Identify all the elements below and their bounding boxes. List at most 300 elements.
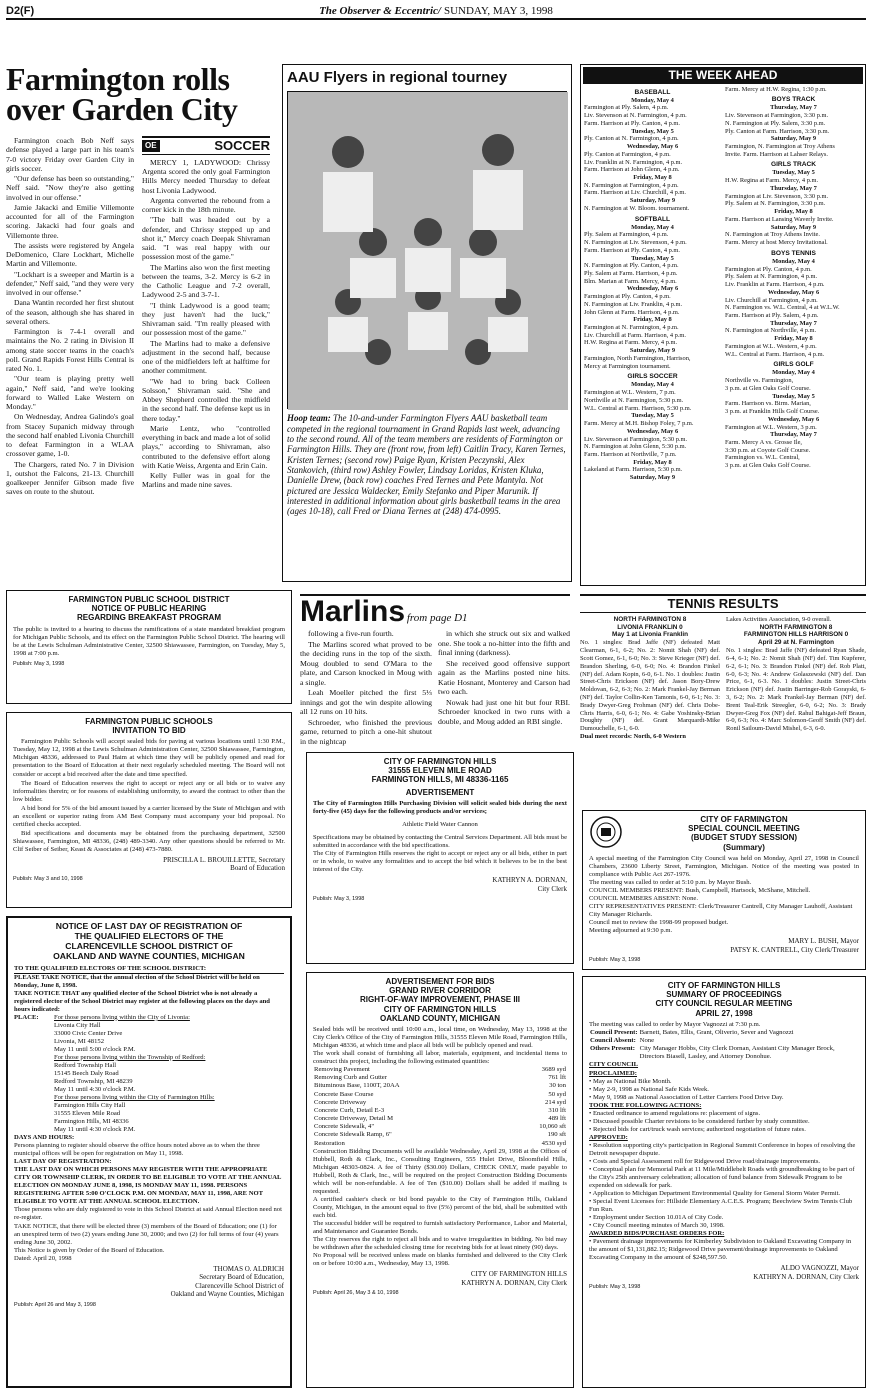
schedule-sport: SOFTBALL [634, 215, 671, 223]
item-quantity: 3689 syd [541, 1066, 566, 1074]
story-paragraph: On Wednesday, Andrea Galindo's goal from Stacey Supanich midway through the second half enabled Livonia Churchill to defeat Farmington in a WLAA crossover game, 1-0. [6, 412, 134, 459]
schedule-day: Saturday, May 9 [770, 223, 817, 231]
page-number: D2(F) [6, 5, 35, 17]
signature-line: THOMAS O. ALDRICH [213, 1264, 284, 1273]
roll-label: Others Present: [590, 1045, 636, 1053]
team-photo [287, 91, 567, 409]
roll-row [589, 1045, 859, 1061]
place-line: Livonia City Hall [54, 1021, 101, 1029]
schedule-day: Monday, May 4 [772, 257, 815, 265]
tennis-col-2 [726, 616, 866, 741]
schedule-line: N. Farmington at Northville, 4 p.m. [725, 327, 817, 335]
schedule-line: 3:30 p.m. at Coyote Golf Course. [725, 446, 811, 454]
quantity-row [313, 1140, 567, 1148]
tennis-match-head: LIVONIA FRANKLIN 0 [617, 623, 683, 631]
publish-date: Publish: May 3, 1998 [589, 1284, 641, 1291]
schedule-line: Farm. Harrison at Lansing Waverly Invite. [725, 215, 834, 223]
tennis-match-head: April 29 at N. Farmington [758, 639, 834, 647]
notice-title-line: (BUDGET STUDY SESSION) [690, 833, 798, 843]
roll-label: Council Present: [590, 1028, 638, 1036]
notice-title-line: CITY COUNCIL REGULAR MEETING [655, 999, 793, 1009]
schedule-line: N. Farmington at Farmington, 4 p.m. [584, 181, 679, 189]
main-story [6, 64, 270, 584]
publish-date: Publish: April 26, May 3 & 10, 1998 [313, 1290, 399, 1297]
schedule-line: Ply. Canton at Farm. Harrison, 3:30 p.m. [725, 127, 830, 135]
marlins-paragraph: She received good offensive support again as the Marlins posted nine hits. Katie Hosnant, Monterey and Carson had two each. [438, 658, 570, 696]
notice-title-line: INVITATION TO BID [112, 726, 186, 736]
schedule-sport: BASEBALL [634, 88, 671, 96]
item-name: Concrete Sidewalk Ramp, 6" [314, 1131, 392, 1139]
gr-p3: Construction Bidding Documents will be available Wednesday, April 29, 1998 at the Offices of Hubbell, Roth & Clark, Inc., Consulting Engineers, 555 Hulet Drive, Bloomfield Hills, Michigan 48303-0824. A fee of Thirty ($30.00) Dollars, CHECK ONLY, made payable to Hubbell, Roth & Clark, Inc., will be required on the project Construction Bidding Documents which will be non-refundable. A fee of Ten ($10.00) Dollars shall be added if mailing is requested. [313, 1147, 567, 1195]
place-line: 31555 Eleven Mile Road [54, 1110, 121, 1118]
roll-call [589, 1029, 859, 1062]
main-story-col-1 [6, 136, 134, 498]
schedule-line: N. Farmington vs. W.L. Central, 4 at W.L.W. [725, 304, 840, 312]
story-paragraph: Dana Wantin recorded her first shutout of the season, although she has shared in several others. [6, 298, 134, 326]
week-ahead [580, 64, 866, 586]
fc-present: COUNCIL MEMBERS PRESENT: Bush, Campbell, Hartsock, McShane, Mitchell. [589, 886, 811, 894]
schedule-line: N. Farmington at Ply. Canton, 4 p.m. [584, 262, 679, 270]
schedule-line: Farmington at W.L. Western, 3 p.m. [725, 423, 817, 431]
schedule-day: Wednesday, May 6 [767, 288, 820, 296]
schedule-line: N. Farmington at Ply. Salem, 3:30 p.m. [725, 119, 826, 127]
aau-headline: AAU Flyers in regional tourney [287, 69, 508, 86]
schedule-line: Farm. Mercy at H.W. Regina, 1:30 p.m. [725, 85, 827, 93]
schedule-sport: GIRLS SOCCER [627, 373, 678, 381]
item-quantity: 10,060 sft [539, 1123, 566, 1131]
schedule-line: Farmington at W.L. Western, 4 p.m. [725, 342, 817, 350]
schedule-line: Farm. Harrison at Ply. Salem, 4 p.m. [725, 311, 819, 319]
bullet-item: • Rejected bids for cart/truck wash services; authorized negotiation of future rates. [589, 1125, 806, 1133]
schedule-line: N. Farmington at Liv. Stevenson, 4 p.m. [584, 239, 687, 247]
soccer-paragraph: "The ball was headed out by a defender, and Chrissy stepped up and shot it," Mercy coach Deepak Shivraman said. "I was real happy with our possession most of the game." [142, 215, 270, 262]
schedule-sport: GIRLS GOLF [773, 361, 814, 369]
item-quantity: 190 sft [547, 1131, 566, 1139]
place-line: 33000 Civic Center Drive [54, 1029, 123, 1037]
gr-p4: A certified cashier's check or bid bond payable to the City of Farmington Hills, Oakland County, Michigan, in the amount equal to five (5%) percent of the bid, shall be submitted with each bid. [313, 1196, 567, 1220]
roll-row [589, 1037, 859, 1045]
schedule-day: Friday, May 8 [774, 208, 813, 216]
bullet-item: • Pavement drainage improvements for Kimberley Subdivision to Oakland Excavating Company in the amount of $1,131,882.15; Ridgewood Drive pavement/drainage improvements to Oakland Excavating Company in the amount of $248,597.50. [589, 1238, 852, 1262]
schedule-line: Ply. Canton at Farmington, 4 p.m. [584, 150, 671, 158]
schedule-line: Farm. Harrison at Liv. Churchill, 4 p.m. [584, 189, 686, 197]
breakfast-notice [6, 590, 292, 704]
schedule-line: Ply. Salem at N. Farmington, 3:30 p.m. [725, 200, 826, 208]
roll-value: Barnett, Bates, Ellis, Grant, Oliverio, Sever and Vagnozzi [639, 1028, 794, 1036]
quantity-row [313, 1099, 567, 1107]
bullet-item: • Discussed possible Charter revisions to be considered further by study committee. [589, 1117, 810, 1125]
bullet-item: • May 2-9, 1998 as National Safe Kids Week. [589, 1085, 709, 1093]
story-paragraph: "Our defense has been so outstanding," Neff said. "Now they're also getting involved in our offense." [6, 174, 134, 202]
soccer-roundup [142, 136, 270, 498]
schedule-line: Farmington at W.L. Western, 7 p.m. [584, 389, 676, 397]
schedule-line: Farmington at Ply. Canton, 4 p.m. [725, 265, 812, 273]
tennis-col-1-tail: Dual meet records: North, 6-0 Western [580, 733, 686, 741]
fc-p1: A special meeting of the Farmington City Council was held on Monday, April 27, 1998 in Council Chambers, 23600 Liberty Street, Farmington, Michigan. Notice of the meeting was posted in compliance with Public Act 267-1976. [589, 854, 859, 878]
place-line: Livonia, MI 48152 [54, 1037, 104, 1045]
notice-title-line: CITY OF FARMINGTON HILLS [383, 757, 497, 766]
schedule-line: Liv. Stevenson at Farmington, 3:30 p.m. [725, 112, 829, 120]
marlins-paragraph: The Marlins scored what proved to be the deciding runs in the top of the sixth. Moug doubled to send O'Mara to the plate, and Carson knocked in Moug with a single. [300, 639, 432, 687]
schedule-day: Friday, May 8 [633, 458, 672, 466]
tennis-col-2-text: No. 1 singles: Brad Jaffe (NF) defeated Ryan Shade, 6-4, 6-1; No. 2: Nomit Shah (NF) def. Tim Kupferer, 6-2, 6-1; No. 3: Brandon Finkel (NF) def. Rob Platt, 6-0, 6-3; No. 4: Andrew Golaszewski (NF) def. Dan Price, 6-1, 6-3. No. 1 doubles: Justin Street-Chris Erickson (NF) def. Justin Barringer-Rob Gorayski, 6-3, 6-2; No. 2: Mark Frankel-Jay Berman (NF) def. Brent Teal-Erik Streegler, 6-0, 6-2; No. 3: Brady Dwyer-Greg Fox (NF) def. Rahul Bahigat-Jeff Braun, 6-0, 6-3; No. 4: Marc Solomon-Geoff Smith (NF) def. Ronil Sailoum-David Mishel, 6-3, 6-0. [726, 647, 866, 733]
roll-label: Council Absent: [590, 1036, 636, 1044]
schedule-sport: BOYS TRACK [771, 96, 816, 104]
schedule-day: Wednesday, May 6 [626, 285, 679, 293]
schedule-day: Saturday, May 9 [629, 197, 676, 205]
schedule-line: Farm. Harrison at Northville, 7 p.m. [584, 450, 677, 458]
last-day-label: LAST DAY OF REGISTRATION: [14, 1158, 112, 1166]
week-ahead-title: THE WEEK AHEAD [583, 67, 863, 84]
schedule-day: Tuesday, May 5 [631, 254, 674, 262]
bullet-item: • Employment under Section 10.01A of City Code. [589, 1214, 724, 1222]
item-name: Removing Curb and Gutter [314, 1074, 387, 1082]
fc-reps: CITY REPRESENTATIVES PRESENT: Clerk/Treasurer Cantrell, City Manager Lauhoff, Assistant City Manager Richards. [589, 902, 853, 918]
schedule-line: Liv. Stevenson at N. Farmington, 4 p.m. [584, 112, 687, 120]
jump-line: from page D1 [406, 612, 468, 624]
fhp-item: Athletic Field Water Cannon [402, 820, 478, 828]
tennis-title: TENNIS RESULTS [580, 594, 866, 613]
notice-title-line: SUMMARY OF PROCEEDINGS [666, 990, 782, 1000]
schedule-line: Farmington, North Farmington, Harrison, [584, 354, 691, 362]
days-hours: Persons planning to register should observe the office hours noted above as to when the three municipal offices will be open for registration on May 11, 1998. [14, 1142, 260, 1158]
tennis-col-1-text: No. 1 singles: Brad Jaffe (NF) defeated Matt Clearman, 6-1, 6-2; No. 2: Nomit Shah (NF) def. Scott Gomez, 6-1, 6-0; No. 3: Steve Krieger (NF) def. Brandon Sherling, 6-0, 6-0; No. 4: Brandon Finkel (NF) def. Adam Kopin, 6-0, 6-1. No. 1 doubles: Justin Street-Chris Erickson (NF) def. Jason Bory-Drew Moldovan, 6-2, 6-3; No. 2: Mark Frankel-Jay Berman (NF) def. Taylor Collin-Ken Tamonis, 6-0, 6-1; No. 3: Brady Dwyer-Greg Frohman (NF) def. Chris Dobe-Chris Harris, 6-0, 6-1; No. 4: Gabe Yoshinsky-Brian Doughty (NF) def. Grant Marquardt-Mike Dumouchelle, 6-1, 6-0. [580, 639, 720, 733]
publish-date: Publish: May 3, 1998 [313, 896, 365, 903]
schedule-day: Monday, May 4 [631, 96, 674, 104]
schedule-line: Farmington at Ply. Canton, 4 p.m. [584, 293, 671, 301]
schedule-line: H.W. Regina at Farm. Mercy, 4 p.m. [584, 339, 678, 347]
schedule-line: Farm. Mercy A vs. Grosse Ile, [725, 439, 803, 446]
place-label: PLACE: [14, 1013, 39, 1021]
tennis-match-head: NORTH FARMINGTON 8 [759, 623, 833, 631]
schedule-day: Thursday, May 7 [770, 431, 817, 439]
notice-title-line: 31555 ELEVEN MILE ROAD [388, 766, 492, 776]
roll-row [589, 1029, 859, 1037]
notice-title-line: REGARDING BREAKFAST PROGRAM [76, 613, 221, 623]
schedule-line: Liv. Franklin at Farm. Harrison, 4 p.m. [725, 281, 825, 289]
soccer-paragraph: The Marlins had to make a defensive adjustment in the second half, because one of the midfielders left at halftime for another commitment. [142, 338, 270, 376]
quantity-row [313, 1115, 567, 1123]
signature-line: Clarenceville School District of [195, 1281, 284, 1290]
place-line: 15145 Beech Daly Road [54, 1069, 119, 1077]
schedule-line: N. Farmington at John Glenn, 5:30 p.m. [584, 443, 687, 451]
notice-title-line: FARMINGTON HILLS, MI 48336-1165 [371, 775, 509, 785]
tennis-col-2-lead: Lakes Activities Association, 9-0 overall. [726, 615, 832, 623]
signature-line: CITY OF FARMINGTON HILLS [470, 1270, 567, 1279]
schedule-day: Monday, May 4 [631, 381, 674, 389]
marlins-headline: Marlins [300, 595, 406, 628]
week-ahead-col-2 [725, 86, 862, 482]
item-name: Restoration [314, 1139, 345, 1147]
tennis-match-head: FARMINGTON HILLS HARRISON 0 [743, 631, 849, 639]
schedule-day: Thursday, May 7 [770, 319, 817, 327]
schedule-day: Monday, May 4 [631, 223, 674, 231]
quantity-row [313, 1131, 567, 1139]
schedule-line: Liv. Churchill at Farmington, 4 p.m. [725, 296, 818, 304]
item-name: Concrete Driveway, Detail M [314, 1115, 394, 1123]
place-heading: For those persons living within the City of Livonia: [54, 1013, 190, 1021]
fhp-p3: The City of Farmington Hills reserves the right to accept or reject any or all bids, either in part or in whole, to waive any formalities and to accept the bid which it believes to be in the best interest of the City. [313, 849, 567, 873]
clarenceville-p1: PLEASE TAKE NOTICE, that the annual election of the School District will be held on Monday, June 8, 1998. [14, 973, 260, 989]
schedule-line: Farm. Harrison at Ply. Canton, 4 p.m. [584, 119, 680, 127]
schedule-line: Blm. Marian at Farm. Mercy, 4 p.m. [584, 277, 677, 285]
fhp-subtitle: ADVERTISEMENT [405, 787, 475, 797]
gr-p7: No Proposal will be received unless made on blanks furnished and delivered to the City Clerk on or before 10:00 a.m., Wednesday, May 13, 1998. [313, 1252, 567, 1268]
notice-title-line: NOTICE OF LAST DAY OF REGISTRATION OF [55, 921, 243, 931]
quantity-row [313, 1082, 567, 1090]
notice-title-line: CITY OF FARMINGTON [700, 815, 788, 824]
quantities-table [313, 1066, 567, 1148]
marlins-col-1 [300, 629, 432, 746]
schedule-line: N. Farmington at Troy Athens Invite. [725, 231, 820, 239]
schedule-line: Farm. Harrison vs. Birm. Marian, [725, 400, 811, 408]
item-quantity: 4530 syd [541, 1139, 566, 1147]
notice-title-line: (Summary) [723, 842, 765, 852]
page-header [6, 4, 866, 20]
item-name: Concrete Sidewalk, 4" [314, 1123, 375, 1131]
schedule-day: Saturday, May 9 [629, 347, 676, 355]
schedule-line: Farm. Harrison at John Glenn, 4 p.m. [584, 166, 680, 174]
notice-title-line: RIGHT-OF-WAY IMPROVEMENT, PHASE III [359, 995, 521, 1005]
approved-heading: APPROVED: [589, 1133, 628, 1141]
schedule-day: Wednesday, May 6 [626, 427, 679, 435]
schedule-line: H.W. Regina at Farm. Mercy, 4 p.m. [725, 177, 819, 185]
item-name: Concrete Curb, Detail E-3 [314, 1106, 385, 1114]
bid-paragraph: Farmington Public Schools will accept sealed bids for paving at various locations until 1:30 P.M., Tuesday, May 12, 1998 at the Lewis Schulman Administration Center, 32500 Shiawassee, Farmington, Michigan 48336, addressed to Paul Haim at which time they will be publicly opened and read for presentation to the Board of Education at their next regularly scheduled meeting. The Board will not consider or accept a bid received after the date and time specified. [13, 738, 285, 778]
schedule-line: Farmington at N. Farmington, 4 p.m. [584, 324, 679, 332]
clarenceville-p2: TAKE NOTICE THAT any qualified elector of the School District who is not already a registered elector of the School District may register at the following places on the days and hours indicated: [14, 989, 270, 1013]
schedule-day: Saturday, May 9 [629, 474, 676, 482]
item-name: Concrete Base Course [314, 1090, 374, 1098]
clarenceville-notice [6, 916, 292, 1388]
marlins-paragraph: Schroeder, who finished the previous game, returned to pitch a one-hit shutout in the nightcap [300, 717, 432, 746]
bid-paragraph: Bid specifications and documents may be obtained from the purchasing department, 32500 Shiawassee, Farmington, MI 48336, (248) 489-3340. Any other questions should be referred to Mr. Clif Seiber of Seiber, Keast & Associates at (248) 473-7880. [13, 829, 285, 853]
signature-line: PRISCILLA L. BROUILLETTE, Secretary [163, 855, 285, 864]
issue-date: SUNDAY, MAY 3, 1998 [443, 5, 553, 17]
bullet-item: • Special Event Licenses for: Hillside Elementary A.C.E.S. Program; Beechview Swim Tennis Club Fun Run. [589, 1198, 853, 1214]
item-quantity: 310 lft [548, 1106, 566, 1114]
clarenceville-p4: TAKE NOTICE, that there will be elected three (3) members of the Board of Education; one (1) for an unexpired term of two (2) years ending June 30, 2000; and two (2) for full terms of four (4) years ending June 30, 2002. [14, 1222, 279, 1246]
signature-line: PATSY K. CANTRELL, City Clerk/Treasurer [730, 945, 859, 954]
quantity-row [313, 1066, 567, 1074]
soccer-paragraph: "We had to bring back Colleen Solsson," Shivraman said. "She and Abbey Shepherd controlled the midfield in the second half. The defense kept us in there today." [142, 376, 270, 423]
schedule-sport: BOYS TENNIS [771, 249, 816, 257]
schedule-line: Northville at N. Farmington, 5:30 p.m. [584, 396, 684, 404]
notice-title-line: OAKLAND AND WAYNE COUNTIES, MICHIGAN [53, 950, 245, 961]
schedule-line: Farmington at Liv. Stevenson, 3:30 p.m. [725, 192, 829, 200]
tennis-match-head: May 1 at Livonia Franklin [612, 631, 688, 639]
schedule-line: W.L. Central at Farm. Harrison, 4 p.m. [725, 350, 825, 358]
schedule-line: Ply. Salem at Farm. Harrison, 4 p.m. [584, 270, 678, 277]
schedule-sport: GIRLS TRACK [770, 161, 817, 169]
schedule-line: N. Farmington at Liv. Franklin, 4 p.m. [584, 300, 683, 308]
clarenceville-dated: Dated: April 20, 1998 [14, 1254, 72, 1262]
schedule-day: Tuesday, May 5 [631, 412, 674, 420]
gr-p1: Sealed bids will be received until 10:00 a.m., local time, on Wednesday, May 13, 1998 at the City Clerk's Office of the City of Farmington Hills, 31555 Eleven Mile Road, Farmington Hills, Michigan 48336, at which time and place all bids will be publicly opened and read. [313, 1025, 567, 1049]
item-name: Removing Pavement [314, 1066, 370, 1074]
schedule-day: Monday, May 4 [772, 369, 815, 377]
notice-title-line: GRAND RIVER CORRIDOR [389, 986, 491, 996]
item-quantity: 214 syd [545, 1098, 566, 1106]
publish-date: Publish: May 3 and 10, 1998 [13, 875, 83, 882]
notice-title-line: CITY OF FARMINGTON HILLS [667, 981, 781, 990]
schedule-line: 3 p.m. at Glen Oaks Golf Course. [725, 462, 811, 470]
clarenceville-p3: Those persons who are duly registered to vote in this School District at said Annual Election need not re-register. [14, 1206, 282, 1222]
schedule-line: Farmington vs. W.L. Central, [725, 454, 800, 462]
story-paragraph: The assists were registered by Angela DeDomenico, Clare Lockhart, Michelle Martin and Villemonte. [6, 240, 134, 269]
schedule-day: Friday, May 8 [633, 316, 672, 324]
place-line: Redford Township Hall [54, 1061, 117, 1069]
place-line: May 11 until 4:30 o'clock P.M. [54, 1126, 136, 1134]
tennis-match-head: NORTH FARMINGTON 8 [613, 615, 687, 623]
schedule-line: 3 p.m. at Franklin Hills Golf Course. [725, 408, 820, 415]
story-paragraph: Jamie Jakacki and Emilie Villemonte accounted for all of the Farmington scoring. Jakacki had four goals and Villemonte three. [6, 202, 134, 240]
soccer-paragraph: Marie Lentz, who "controlled everything in back and made a lot of solid plays," according to Shivraman, also contributed to the defensive effort along with Katie Weiss, Argenta and Erin Cain. [142, 423, 270, 470]
soccer-paragraph: MERCY 1, LADYWOOD: Chrissy Argenta scored the only goal Farmington Hills Mercy needed Thursday to defeat host Livonia Ladywood. [142, 157, 270, 195]
schedule-line: Ply. Salem at Farmington, 4 p.m. [584, 231, 669, 239]
fc-p2: The meeting was called to order at 5:10 p.m. by Mayor Bush. [589, 878, 752, 886]
quantity-row [313, 1107, 567, 1115]
schedule-line: Ply. Canton at N. Farmington, 4 p.m. [584, 135, 679, 143]
schedule-line: Invite. Farm. Harrison at Lahser Relays. [725, 150, 828, 158]
marlins-jump [300, 594, 570, 746]
item-name: Concrete Driveway [314, 1098, 367, 1106]
place-heading: For those persons living within the City of Farmington Hills: [54, 1094, 215, 1101]
publish-date: Publish: April 26 and May 3, 1998 [14, 1301, 96, 1308]
bid-notice [6, 712, 292, 908]
grand-river-bids [306, 972, 574, 1388]
story-paragraph: "Lockhart is a sweeper and Martin is a defender," Neff said, "and they were very involved in our offense." [6, 269, 134, 297]
marlins-paragraph: following a five-run fourth. [308, 629, 394, 638]
bullet-item: • Costs and Special Assessment roll for Ridgewood Drive road/drainage improvements. [589, 1157, 821, 1165]
schedule-day: Thursday, May 7 [770, 184, 817, 192]
schedule-day: Wednesday, May 6 [767, 415, 820, 423]
schedule-line: Farm. Mercy at host Mercy Invitational. [725, 239, 828, 247]
story-paragraph: Farmington is 7-4-1 overall and maintains the No. 2 rating in Division II among state soccer teams in the coach's poll. Grand Rapids Forest Hills Central is rated No. 1. [6, 327, 134, 373]
last-day-text: THE LAST DAY ON WHICH PERSONS MAY REGISTER WITH THE APPROPRIATE CITY OR TOWNSHIP CLERK, IN ORDER TO BE ELIGIBLE TO VOTE AT THE ANNUAL ELECTION ON MONDAY JUNE 8, 1998, IS MONDAY MAY 11, 1998. PERSONS REGISTERING AFTER 5:00 O'CLOCK P.M. ON MONDAY, MAY 11, 1998, ARE NOT ELIGIBLE TO VOTE AT THE ANNUAL SCHOOL ELECTION. [14, 1166, 281, 1206]
schedule-day: Wednesday, May 6 [626, 143, 679, 151]
place-line: May 11 until 4:30 o'clock P.M. [54, 1085, 136, 1093]
story-paragraph: "Our team is playing pretty well again," Neff said, "and we're looking forward to Walled Lake Western on Monday." [6, 374, 134, 411]
signature-line: ALDO VAGNOZZI, Mayor [780, 1264, 859, 1273]
signature-line: Board of Education [230, 864, 285, 873]
publish-date: Publish: May 3, 1998 [589, 957, 641, 964]
place-line: Farmington Hills, MI 48336 [54, 1118, 129, 1126]
proclaimed-heading: PROCLAIMED: [589, 1069, 637, 1077]
soccer-paragraph: "I think Ladywood is a good team; they just haven't had the luck," Shivraman said. "I'm really pleased with our possession most of the game." [142, 300, 270, 338]
masthead: The Observer & Eccentric/ SUNDAY, MAY 3, 1998 [319, 5, 553, 17]
signature-line: Secretary Board of Education, [199, 1273, 284, 1282]
aau-feature [282, 64, 572, 582]
schedule-line: Farmington, N. Farmington at Troy Athens [725, 143, 835, 151]
fc-p4: Meeting adjourned at 9:30 p.m. [589, 927, 673, 935]
gr-p2: The work shall consist of furnishing all labor, materials, equipment, and incidental items to construct this project, including the following estimated quantities: [313, 1050, 567, 1066]
schedule-line: Liv. Stevenson at Farmington, 5:30 p.m. [584, 435, 688, 443]
awarded-heading: AWARDED BIDS/PURCHASE ORDERS FOR: [589, 1230, 725, 1238]
schedule-line: Lakeland at Farm. Harrison, 5:30 p.m. [584, 466, 683, 474]
roll-value: None [639, 1036, 655, 1044]
bullet-item: • Enacted ordinance to amend regulations re: placement of signs. [589, 1109, 761, 1117]
week-ahead-col-1 [584, 86, 721, 482]
schedule-line: Liv. Franklin at N. Farmington, 4 p.m. [584, 158, 683, 166]
roll-value: City Manager Hobbs, City Clerk Dornan, Assistant City Manager Brock, Directors Biasell, Lasley, and Attorney Donohue. [639, 1045, 835, 1061]
marlins-paragraph: in which she struck out six and walked one. She took a no-hitter into the fifth and final inning (darkness). [438, 629, 570, 657]
schedule-day: Tuesday, May 5 [631, 127, 674, 135]
schedule-line: Ply. Salem at N. Farmington, 4 p.m. [725, 273, 818, 281]
oe-logo-icon: OE [142, 140, 160, 152]
fh-purchasing-ad [306, 752, 574, 964]
story-paragraph: Farmington coach Bob Neff says defense played a large part in his team's 7-0 victory Friday over Garden City in girls soccer. [6, 136, 134, 173]
schedule-line: Farm. Harrison at Ply. Canton, 4 p.m. [584, 246, 680, 254]
marlins-col-2 [438, 629, 570, 746]
publish-date: Publish: May 3, 1998 [13, 660, 65, 667]
notice-title-line: SPECIAL COUNCIL MEETING [688, 824, 800, 834]
bullet-item: • May as National Bike Month. [589, 1077, 672, 1085]
bullet-item: • May 9, 1998 as National Association of Letter Carriers Food Drive Day. [589, 1093, 784, 1101]
schedule-day: Tuesday, May 5 [772, 392, 815, 400]
actions-heading: TOOK THE FOLLOWING ACTIONS: [589, 1101, 702, 1109]
clarenceville-p5: This Notice is given by Order of the Board of Education. [14, 1246, 165, 1254]
place-line: May 11 until 5:00 o'clock P.M. [54, 1045, 136, 1053]
bullet-item: • Conceptual plan for Memorial Park at 11 Mile/Middlebelt Roads with groundbreaking to be part of the City's 25th anniversary celebration; allocation of fund balance from Sidewalk Program to be expended on sidewalk for park. [589, 1165, 855, 1189]
soccer-title: SOCCER [214, 138, 270, 153]
item-quantity: 30 ton [549, 1082, 566, 1090]
photo-caption: Hoop team: The 10-and-under Farmington Flyers AAU basketball team competed in the regional tournament in Grand Rapids last week, advancing to the second round. All of the team members are residents of Farmington or Farmington Hills. They are (front row, from left) Caitlin Tracy, Karen Ternes, Kristen Ternes; (second row) Paige Ryan, Kristen Peczynski, Alex Stankovich, (third row) Ashley Fowler, Lindsay Loridas, Kristen Kluka, Danielle Drew, (back row) coaches Fred Ternes and Pete Mantyla. Not pictured are Jessica Waldecker, Emily Stefanko and Piper Marunik. If interested in additional information about girls basketball teams in the area (ages 10-18), call Fred or Diana Ternes at (248) 474-0995. [287, 413, 566, 517]
soccer-paragraph: Kelly Fuller was in goal for the Marlins and made nine saves. [142, 471, 270, 490]
city-council-heading: CITY COUNCIL [589, 1061, 639, 1069]
schedule-line: 3 p.m. at Glen Oaks Golf Course. [725, 384, 811, 392]
item-quantity: 489 lft [548, 1115, 566, 1123]
bid-paragraph: A bid bond for 5% of the bid amount issued by a carrier licensed by the State of Michigan and with an excellent or superior rating from AM Best Company must accompany your bid proposal. No certified checks accepted. [13, 804, 285, 828]
item-name: Bituminous Base, 1100T, 20AA [314, 1082, 400, 1090]
schedule-line: Farmington at Ply. Salem, 4 p.m. [584, 104, 669, 112]
farmington-council [582, 810, 866, 970]
quantity-row [313, 1123, 567, 1131]
schedule-day: Friday, May 8 [774, 335, 813, 343]
notice-title-line: FARMINGTON PUBLIC SCHOOLS [85, 717, 213, 726]
marlins-paragraph: Nowak had just one hit but four RBI. Schroeder knocked in two runs with a double, and Moug added an RBI single. [438, 697, 570, 726]
bullet-item: • Resolution supporting city's participation in Regional Summit Conference in hopes of resolving the Detroit newspaper dispute. [589, 1141, 856, 1157]
quantity-row [313, 1074, 567, 1082]
schedule-day: Tuesday, May 5 [772, 169, 815, 177]
marlins-paragraph: Leah Moeller pitched the first 5⅓ innings and got the win despite allowing all 12 runs on 10 hits. [300, 688, 432, 716]
story-paragraph: The Chargers, rated No. 7 in Division 1, outshot the Falcons, 21-13. Churchill goalkeeper Jennifer Gibson made five saves on route to the shutout. [6, 459, 134, 497]
notice-title-line: FARMINGTON PUBLIC SCHOOL DISTRICT [68, 595, 230, 604]
signature-line: City Clerk [537, 884, 567, 893]
notice-title-line: APRIL 27, 1998 [695, 1008, 753, 1018]
schedule-line: John Glenn at Farm. Harrison, 4 p.m. [584, 308, 680, 316]
bid-paragraph: The Board of Education reserves the right to accept or reject any or all bids or to waive any informalities therein; or for reasons of establishing uniformity, to award the contract to other than the low bidder. [13, 779, 285, 803]
schedule-day: Saturday, May 9 [770, 135, 817, 143]
schedule-line: Farm. Mercy at M.H. Bishop Foley, 7 p.m. [584, 420, 694, 428]
soccer-paragraph: Argenta converted the rebound from a corner kick in the 18th minute. [142, 195, 270, 215]
clarenceville-to: TO THE QUALIFIED ELECTORS OF THE SCHOOL DISTRICT: [14, 965, 284, 974]
fhc-p1: The meeting was called to order by Mayor Vagnozzi at 7:30 p.m. [589, 1020, 761, 1028]
signature-line: KATHRYN A. DORNAN, City Clerk [461, 1278, 567, 1287]
schedule-day: Friday, May 8 [633, 173, 672, 181]
notice-title-line: OAKLAND COUNTY, MICHIGAN [380, 1013, 500, 1023]
notice-title-line: THE QUALIFIED ELECTORS OF THE [74, 930, 224, 941]
signature-line: KATHRYN A. DORNAN, [492, 876, 567, 884]
item-quantity: 50 syd [548, 1090, 566, 1098]
notice-title-line: CLARENCEVILLE SCHOOL DISTRICT OF [65, 940, 233, 951]
signature-line: MARY L. BUSH, Mayor [788, 937, 859, 946]
schedule-line: Mercy at Farmington tournament. [584, 362, 671, 370]
signature-line: Oakland and Wayne Counties, Michigan [170, 1290, 284, 1299]
place-line: Redford Township, MI 48239 [54, 1077, 133, 1085]
tennis-col-1 [580, 616, 720, 741]
gr-p6: The City reserves the right to reject all bids and to waive irregularities in bidding. No bid may be withdrawn after the scheduled closing time for receiving bids for at least ninety (90) days. [313, 1236, 567, 1252]
